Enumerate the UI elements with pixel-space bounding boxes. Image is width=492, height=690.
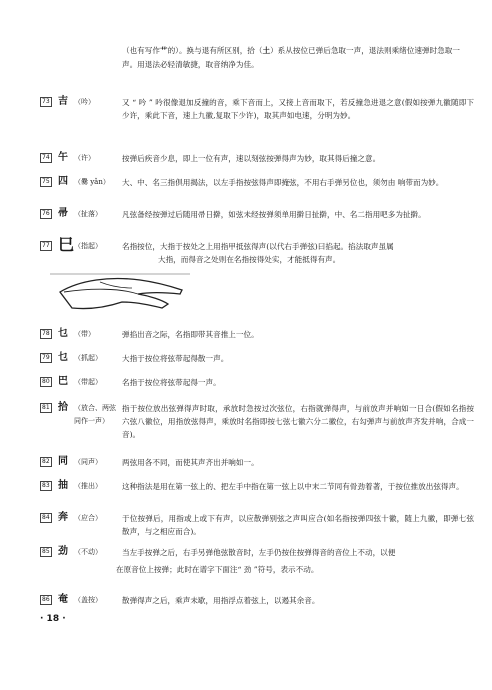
tablature-symbol: 吉 bbox=[58, 96, 68, 107]
entry-description: 两弦用各不同，而使其声齐出并响如一。 bbox=[122, 458, 259, 467]
tablature-symbol: 奄 bbox=[58, 594, 68, 605]
tablature-symbol: 乜 bbox=[58, 328, 68, 339]
entry-gloss: （带起） bbox=[74, 378, 102, 386]
tablature-symbol: 巴 bbox=[58, 376, 68, 387]
tablature-symbol: 同 bbox=[58, 456, 68, 467]
entry-gloss: （吟） bbox=[74, 98, 95, 106]
entry-description: 当左手按弹之后，右手另弹他弦散音时，左手仍按住按弹得音的音位上不动，以便 bbox=[122, 548, 396, 557]
entry-number: 77 bbox=[42, 242, 50, 249]
tablature-symbol: 抽 bbox=[58, 480, 68, 491]
entry-description: 这种指法是用在第一弦上的、把左手中指在第一弦上以中末二节同有骨劲着著，于按位推放出弦得声。 bbox=[122, 482, 464, 491]
entry-number: 73 bbox=[42, 98, 50, 105]
entry-number: 76 bbox=[42, 210, 50, 217]
tablature-symbol: 四 bbox=[58, 176, 68, 187]
tablature-symbol: 巳 bbox=[58, 235, 75, 254]
entry-83 bbox=[40, 480, 474, 493]
entry-80 bbox=[40, 376, 474, 389]
entry-gloss: （应合） bbox=[74, 514, 102, 522]
entry-number: 75 bbox=[42, 178, 50, 185]
tablature-symbol: 劲 bbox=[58, 546, 68, 557]
hand-illustration bbox=[50, 262, 190, 318]
entry-description: 散弹得声之后，乘声未歇，用指浮点着弦上，以遏其余音。 bbox=[122, 596, 320, 605]
entry-description: 于位按弹后，用指或上或下有声，以应散弹别弦之声叫应合(如名指按弹四弦十徽，随上九徽，即弹七弦散声，与之相应而合)。 bbox=[122, 514, 474, 536]
entry-73 bbox=[40, 96, 474, 122]
tablature-symbol: 拾 bbox=[58, 402, 68, 413]
entry-85 bbox=[40, 546, 474, 576]
entry-gloss: （扯落） bbox=[74, 210, 102, 218]
entry-description-continued: 在原音位上按弹；此时在谱字下面注“ 劲 ”符号，表示不动。 bbox=[116, 565, 319, 574]
entry-number: 86 bbox=[42, 596, 50, 603]
entry-description: 名指按位，大指于按处之上用指甲抵弦得声(以代右手弹弦)曰掐起。掐法取声虽属 bbox=[122, 242, 394, 251]
entry-gloss: （盖按） bbox=[74, 596, 102, 604]
entry-gloss: （指起） bbox=[74, 242, 102, 250]
entry-description: 大指于按位将弦带起得散一声。 bbox=[122, 354, 229, 363]
entry-number: 81 bbox=[42, 404, 50, 411]
tablature-symbol: 奔 bbox=[58, 512, 68, 523]
entry-number: 85 bbox=[42, 548, 50, 555]
entry-76 bbox=[40, 208, 474, 221]
entry-gloss: （许） bbox=[74, 154, 95, 162]
entry-number: 83 bbox=[42, 482, 50, 489]
entry-description: 又 “ 吟 ” 吟很像退加反撞的音，乘下音而上，又接上音而取下，若反撞急进退之意(假如按弹九徽随即下少许，乘此下音，速上九徽,复取下少许)，取其声如电速，分明为妙。 bbox=[122, 98, 474, 120]
entry-gloss: （带） bbox=[74, 330, 95, 338]
entry-description: 按弹后疾音少息，即上一位有声，速以刻弦按弹得声为妙，取其得后撞之意。 bbox=[122, 154, 381, 163]
entry-description: 指于按位放出弦弹得声时取，承放时急按过次弦位，右指就弹得声，与前放声并响如一日合(假如名指按六弦八徽位，用指放弦得声，乘放时名指即按七弦七徽六分二徽位，右勾弹声与前放声齐发并响，合成一音)。 bbox=[122, 404, 474, 439]
entry-number: 84 bbox=[42, 514, 50, 521]
entry-number: 82 bbox=[42, 458, 50, 465]
entry-gloss: （抓起） bbox=[74, 354, 102, 362]
page-number: · 18 · bbox=[40, 614, 66, 624]
entry-description: 弹掐出音之际，名指即带其音推上一位。 bbox=[122, 330, 259, 339]
entry-75 bbox=[40, 176, 474, 189]
tablature-symbol: 帚 bbox=[58, 208, 68, 219]
entry-gloss: （爨 yǎn） bbox=[74, 178, 110, 186]
entry-78 bbox=[40, 328, 474, 341]
entry-gloss: （不动） bbox=[74, 548, 102, 556]
tablature-symbol: 乜 bbox=[58, 352, 68, 363]
entry-description: 凡弦备经按弹过后随用帚日擀，如弦未经按弹须单用擀日扯擀，中、名二指用吧多为扯擀。 bbox=[122, 210, 426, 219]
entry-84 bbox=[40, 512, 474, 538]
entry-description-continued: 大指，而得音之处则在名指按得处实，才能抵得有声。 bbox=[158, 255, 341, 264]
entry-description: 大、中、名三指倶用揭法，以左手指按弦得声即掩弦，不用右手弹另位也，须勿由 响带而为妙。 bbox=[122, 178, 444, 187]
entry-86 bbox=[40, 594, 474, 607]
entry-gloss: （推出） bbox=[74, 482, 102, 490]
entry-number: 78 bbox=[42, 330, 50, 337]
entry-79 bbox=[40, 352, 474, 365]
entry-81 bbox=[40, 402, 474, 441]
intro-paragraph: （也有写作艹的）。换与退有所区别，拾（土）系从按位已弹后急取一声，退法则乘绪位速弹时急取一声。用退法必轻清敏捷，取音纳净为佳。 bbox=[122, 46, 460, 69]
entry-number: 80 bbox=[42, 378, 50, 385]
entry-gloss: （同声） bbox=[74, 458, 102, 466]
tablature-symbol: 午 bbox=[58, 152, 68, 163]
entry-74 bbox=[40, 152, 474, 165]
entry-number: 79 bbox=[42, 354, 50, 361]
entry-description: 名指于按位将弦带起得一声。 bbox=[122, 378, 221, 387]
entry-gloss: （放合、两弦同作一声） bbox=[74, 404, 116, 425]
entry-82 bbox=[40, 456, 474, 469]
entry-number: 74 bbox=[42, 154, 50, 161]
